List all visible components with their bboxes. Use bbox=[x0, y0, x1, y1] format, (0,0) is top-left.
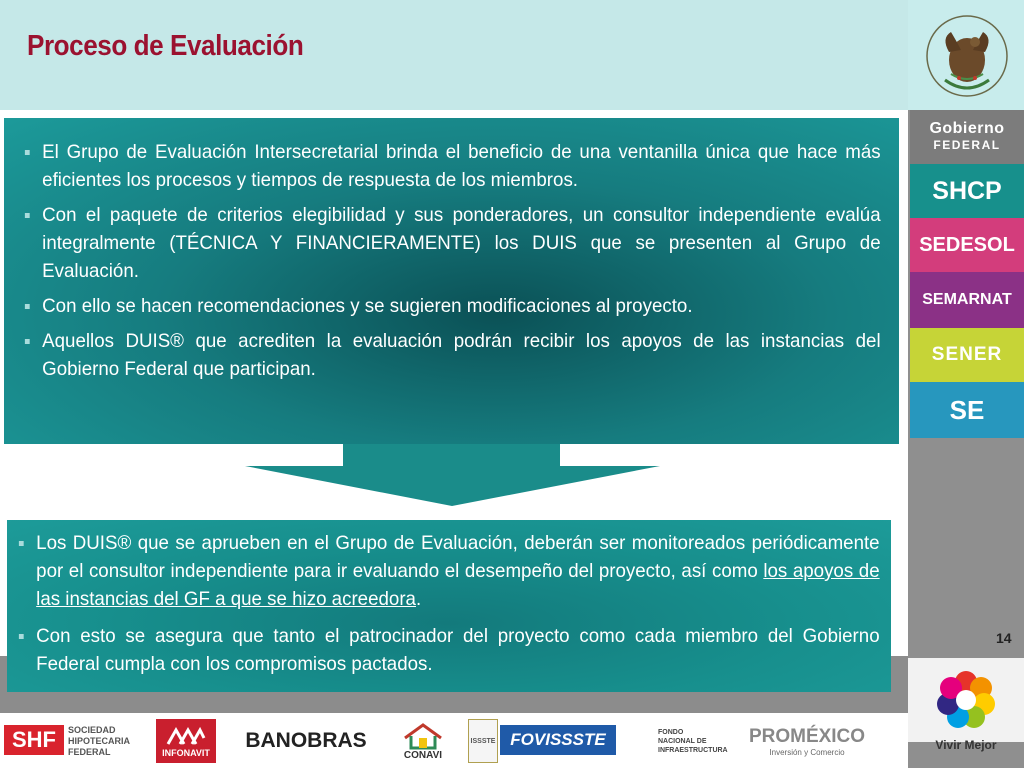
sidebar-item-shcp: SHCP bbox=[910, 164, 1024, 218]
promexico-tagline: Inversión y Comercio bbox=[769, 747, 845, 757]
sidebar-item-sener: SENER bbox=[910, 328, 1024, 382]
banobras-logo: BANOBRAS bbox=[245, 729, 367, 752]
shf-line: SOCIEDAD bbox=[68, 724, 116, 735]
bullet-item: Aquellos DUIS® que acrediten la evaluación podrán recibir los apoyos de las instancias del Gobierno Federal que participan. bbox=[22, 327, 881, 383]
evaluation-content-box bbox=[4, 118, 899, 444]
conavi-label: CONAVI bbox=[403, 749, 443, 761]
bullet-text-end: . bbox=[415, 588, 422, 610]
vivir-mejor-flower-icon bbox=[934, 668, 998, 732]
vivir-mejor-label: Vivir Mejor bbox=[935, 738, 997, 752]
monitoring-content-box bbox=[7, 520, 891, 692]
slide-title: Proceso de Evaluación bbox=[27, 30, 304, 62]
gobierno-label: Gobierno bbox=[929, 120, 1005, 137]
bullet-item: El Grupo de Evaluación Intersecretarial brinda el beneficio de una ventanilla única que hace más eficientes los procesos y tiempos de respuesta de los miembros. bbox=[22, 138, 881, 194]
infonavit-label: INFONAVIT bbox=[162, 748, 210, 758]
infonavit-logo bbox=[156, 719, 216, 763]
page-number: 14 bbox=[996, 630, 1012, 646]
promexico-label: PROMÉXICO bbox=[748, 725, 866, 747]
federal-label: FEDERAL bbox=[933, 138, 1001, 152]
fovissste-logo: FOVISSSTE bbox=[500, 725, 616, 755]
partner-logos-bar bbox=[0, 713, 908, 768]
mexican-seal-icon bbox=[921, 10, 1013, 102]
sidebar-item-se: SE bbox=[910, 382, 1024, 438]
fonadin-logo bbox=[644, 719, 728, 763]
fonadin-line: NACIONAL DE bbox=[658, 737, 707, 745]
fonadin-line: INFRAESTRUCTURA bbox=[658, 746, 728, 754]
bullet-item: Con ello se hacen recomendaciones y se sugieren modificaciones al proyecto. bbox=[22, 292, 881, 320]
shf-name bbox=[68, 719, 138, 763]
shf-line: HIPOTECARIA bbox=[68, 735, 131, 746]
shf-line: FEDERAL bbox=[68, 746, 111, 757]
conavi-house-icon bbox=[401, 722, 445, 750]
shf-logo: SHF bbox=[4, 725, 64, 755]
conavi-logo bbox=[396, 719, 450, 763]
sidebar-item-semarnat: SEMARNAT bbox=[910, 272, 1024, 328]
bullet-item: Con esto se asegura que tanto el patrocinador del proyecto como cada miembro del Gobierno Federal cumpla con los compromisos pactados. bbox=[16, 622, 880, 678]
down-arrow-icon bbox=[245, 444, 660, 506]
infonavit-icon bbox=[166, 724, 206, 748]
bullet-text: Los DUIS® que se aprueben en el Grupo de Evaluación, deberán ser monitoreados periódicamente por el consultor independiente para ir evaluando el desempeño del proyecto, así como bbox=[36, 532, 880, 582]
promexico-logo bbox=[740, 719, 874, 763]
fonadin-line: FONDO bbox=[658, 728, 684, 736]
underlined-text: los apoyos de las instancias del GF a que se hizo acreedora bbox=[36, 560, 880, 610]
bullet-item bbox=[16, 529, 880, 613]
bullet-item: Con el paquete de criterios elegibilidad y sus ponderadores, un consultor independiente evalúa integralmente (TÉCNICA Y FINANCIERAMENTE) los DUIS que se presenten al Grupo de Evaluación. bbox=[22, 201, 881, 285]
issste-logo: ISSSTE bbox=[468, 719, 498, 763]
sidebar-item-sedesol: SEDESOL bbox=[910, 218, 1024, 272]
gobierno-federal-logo bbox=[910, 110, 1024, 164]
